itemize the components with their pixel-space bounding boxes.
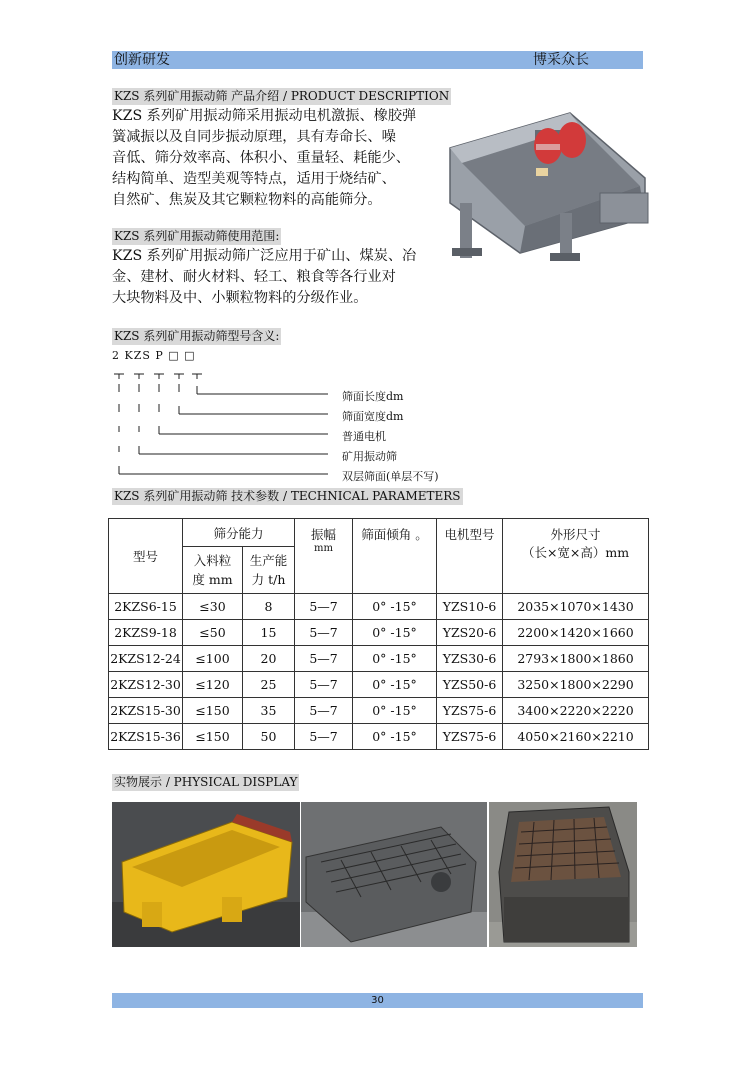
cell-model: 2KZS6-15 — [109, 594, 183, 620]
table-row — [109, 672, 649, 698]
cell-angle: 0° -15° — [353, 698, 437, 724]
cell-dims: 2035×1070×1430 — [503, 594, 649, 620]
header-right-text: 博采众长 — [533, 52, 589, 68]
intro-line: 结构简单、造型美观等特点，适用于烧结矿、 — [112, 171, 396, 187]
cell-amplitude: 5—7 — [295, 698, 353, 724]
cell-output: 8 — [243, 594, 295, 620]
cell-amplitude: 5—7 — [295, 646, 353, 672]
display-heading: 实物展示 / PHYSICAL DISPLAY — [114, 775, 298, 789]
cell-feed: ≤150 — [183, 724, 243, 750]
page-number: 30 — [371, 995, 384, 1006]
cell-model: 2KZS9-18 — [109, 620, 183, 646]
usage-paragraph — [112, 246, 416, 309]
cell-amplitude: 5—7 — [295, 724, 353, 750]
cell-dims: 4050×2160×2210 — [503, 724, 649, 750]
cell-model: 2KZS12-30 — [109, 672, 183, 698]
col-amplitude-header: 振幅 mm — [295, 519, 353, 594]
usage-line: 大块物料及中、小颗粒物料的分级作业。 — [112, 290, 368, 306]
header-band — [112, 51, 643, 69]
display-photo-gray-screen — [301, 802, 487, 947]
label-mining-screen: 矿用振动筛 — [342, 450, 397, 463]
col-motor-header: 电机型号 — [437, 519, 503, 594]
table-row — [109, 594, 649, 620]
intro-paragraph — [112, 106, 416, 211]
footer-band — [112, 993, 643, 1008]
cell-amplitude: 5—7 — [295, 594, 353, 620]
cell-angle: 0° -15° — [353, 646, 437, 672]
cell-model: 2KZS15-36 — [109, 724, 183, 750]
cell-output: 15 — [243, 620, 295, 646]
intro-line: KZS 系列矿用振动筛采用振动电机激振、橡胶弹 — [112, 108, 417, 124]
cell-amplitude: 5—7 — [295, 620, 353, 646]
cell-dims: 2200×1420×1660 — [503, 620, 649, 646]
display-photo-mesh-screen — [489, 802, 637, 947]
model-code-diagram — [108, 364, 348, 484]
cell-dims: 2793×1800×1860 — [503, 646, 649, 672]
cell-feed: ≤120 — [183, 672, 243, 698]
cell-model: 2KZS15-30 — [109, 698, 183, 724]
col-model-header: 型号 — [109, 519, 183, 594]
cell-motor: YZS10-6 — [437, 594, 503, 620]
cell-motor: YZS50-6 — [437, 672, 503, 698]
cell-feed: ≤150 — [183, 698, 243, 724]
cell-angle: 0° -15° — [353, 594, 437, 620]
usage-line: 金、建材、耐火材料、轻工、粮食等各行业对 — [112, 269, 396, 285]
product-photo — [440, 108, 660, 268]
model-meaning-heading: KZS 系列矿用振动筛型号含义: — [114, 329, 280, 343]
cell-dims: 3400×2220×2220 — [503, 698, 649, 724]
label-screen-width: 筛面宽度dm — [342, 410, 404, 423]
usage-line: KZS 系列矿用振动筛广泛应用于矿山、煤炭、冶 — [112, 248, 417, 264]
label-double-deck: 双层筛面(单层不写) — [342, 470, 439, 483]
label-normal-motor: 普通电机 — [342, 430, 386, 443]
tech-heading: KZS 系列矿用振动筛 技术参数 / TECHNICAL PARAMETERS — [114, 489, 461, 503]
col-output-header: 生产能 力 t/h — [243, 547, 295, 594]
header-left-text: 创新研发 — [114, 52, 170, 68]
motor-red-2 — [558, 122, 586, 158]
cell-output: 25 — [243, 672, 295, 698]
table-row — [109, 724, 649, 750]
intro-line: 簧减振以及自同步振动原理，具有寿命长、噪 — [112, 129, 396, 145]
intro-heading: KZS 系列矿用振动筛 产品介绍 / PRODUCT DESCRIPTION — [114, 89, 450, 103]
col-dims-header: 外形尺寸 （长×宽×高）mm — [503, 519, 649, 594]
table-row — [109, 620, 649, 646]
cell-model: 2KZS12-24 — [109, 646, 183, 672]
tech-parameters-table — [108, 518, 649, 750]
cell-motor: YZS20-6 — [437, 620, 503, 646]
cell-feed: ≤30 — [183, 594, 243, 620]
col-capacity-header: 筛分能力 — [183, 519, 295, 547]
intro-line: 音低、筛分效率高、体积小、重量轻、耗能少、 — [112, 150, 410, 166]
cell-output: 50 — [243, 724, 295, 750]
cell-motor: YZS75-6 — [437, 698, 503, 724]
col-angle-header: 筛面倾角 。 — [353, 519, 437, 594]
cell-output: 20 — [243, 646, 295, 672]
display-photo-yellow-screen — [112, 802, 300, 947]
cell-angle: 0° -15° — [353, 724, 437, 750]
cell-motor: YZS75-6 — [437, 724, 503, 750]
cell-dims: 3250×1800×2290 — [503, 672, 649, 698]
col-feed-size-header: 入料粒 度 mm — [183, 547, 243, 594]
intro-line: 自然矿、焦炭及其它颗粒物料的高能筛分。 — [112, 192, 382, 208]
table-row — [109, 698, 649, 724]
cell-motor: YZS30-6 — [437, 646, 503, 672]
usage-heading: KZS 系列矿用振动筛使用范围: — [114, 229, 280, 243]
label-screen-length: 筛面长度dm — [342, 390, 404, 403]
cell-feed: ≤100 — [183, 646, 243, 672]
model-code: 2 KZS P □ □ — [112, 349, 196, 362]
cell-output: 35 — [243, 698, 295, 724]
cell-angle: 0° -15° — [353, 620, 437, 646]
table-row — [109, 646, 649, 672]
cell-angle: 0° -15° — [353, 672, 437, 698]
cell-amplitude: 5—7 — [295, 672, 353, 698]
cell-feed: ≤50 — [183, 620, 243, 646]
